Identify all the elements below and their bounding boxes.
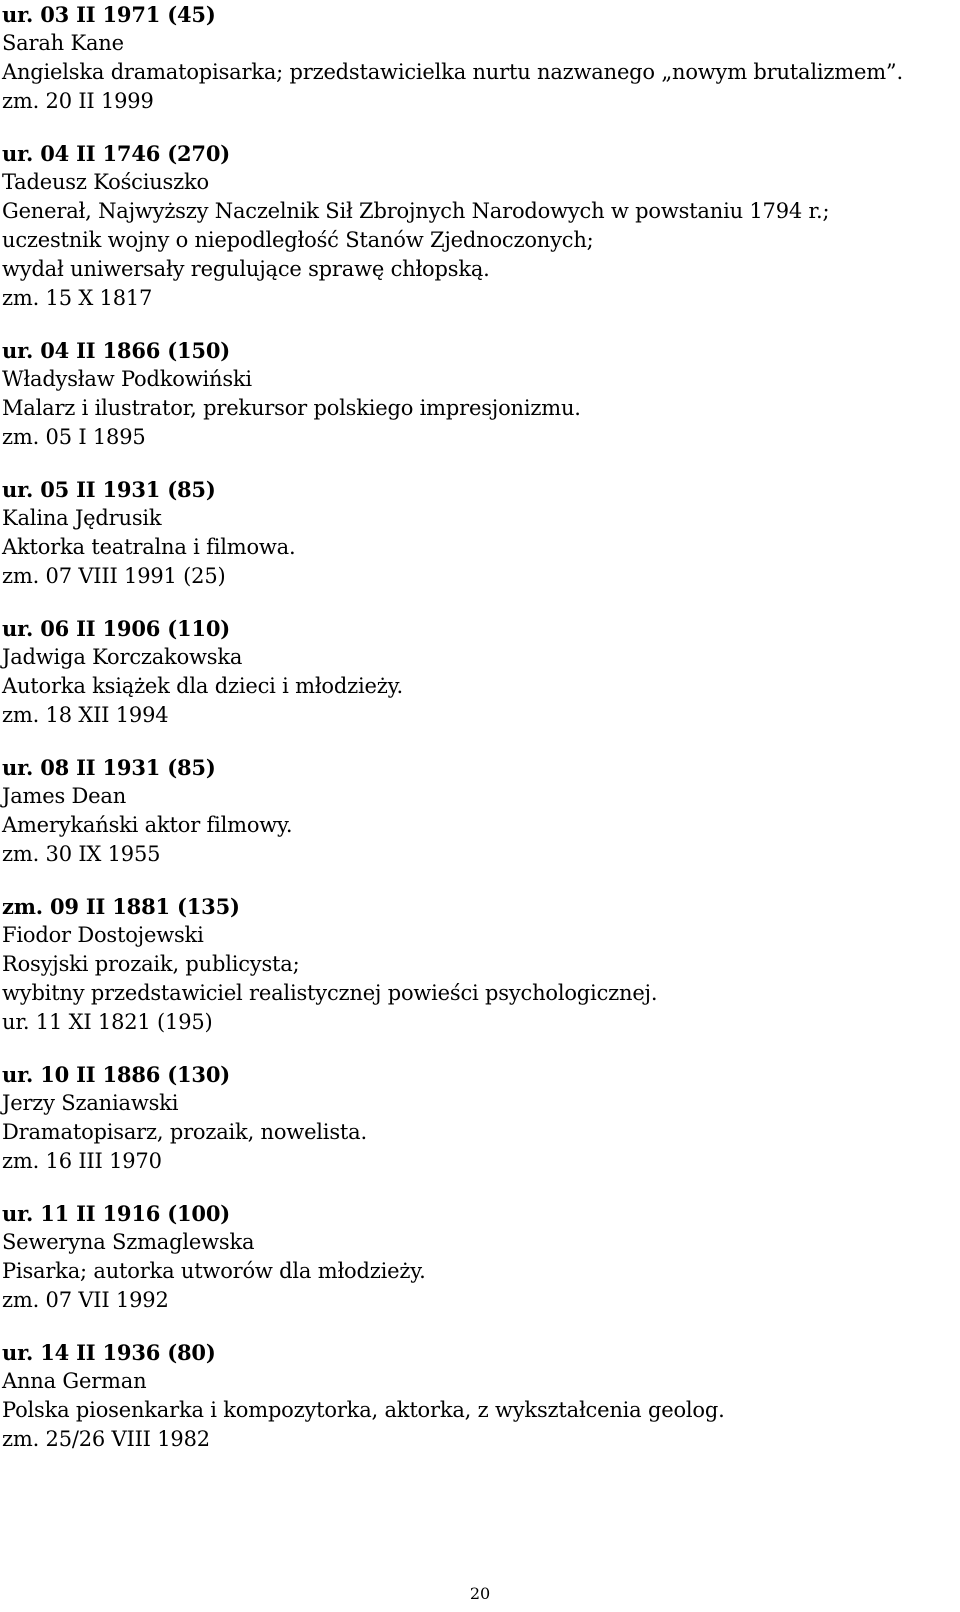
entry-person-name: Sarah Kane [2,31,124,55]
entry-person-name: James Dean [2,784,127,808]
entry-date-heading: ur. 08 II 1931 (85) [2,755,216,780]
entry-description: Generał, Najwyższy Naczelnik Sił Zbrojnych Narodowych w powstaniu 1794 r.; [2,199,830,223]
entry-date-heading: ur. 10 II 1886 (130) [2,1062,230,1087]
anniversary-entry [2,475,952,591]
entry-other-date: zm. 07 VII 1992 [2,1288,169,1312]
anniversary-entry [2,753,952,869]
entry-other-date: zm. 05 I 1895 [2,425,146,449]
entry-date-heading: ur. 06 II 1906 (110) [2,616,230,641]
anniversary-entry [2,614,952,730]
page-number: 20 [469,1584,491,1603]
entry-description: Rosyjski prozaik, publicysta; [2,952,300,976]
anniversary-entry [2,139,952,313]
anniversary-entry [2,1199,952,1315]
anniversary-entry [2,336,952,452]
entry-description: uczestnik wojny o niepodległość Stanów Zjednoczonych; [2,228,594,252]
entry-description: Pisarka; autorka utworów dla młodzieży. [2,1259,426,1283]
entry-description: Angielska dramatopisarka; przedstawicielka nurtu nazwanego „nowym brutalizmem”. [2,60,903,84]
entry-description: Amerykański aktor filmowy. [2,813,293,837]
entry-other-date: zm. 20 II 1999 [2,89,154,113]
entry-date-heading: ur. 14 II 1936 (80) [2,1340,216,1365]
entry-other-date: zm. 15 X 1817 [2,286,153,310]
entry-person-name: Władysław Podkowiński [2,367,252,391]
entry-description: Malarz i ilustrator, prekursor polskiego impresjonizmu. [2,396,581,420]
entry-person-name: Kalina Jędrusik [2,506,162,530]
entry-other-date: zm. 07 VIII 1991 (25) [2,564,226,588]
entry-date-heading: ur. 04 II 1746 (270) [2,141,230,166]
entry-other-date: zm. 25/26 VIII 1982 [2,1427,210,1451]
entry-description: Dramatopisarz, prozaik, nowelista. [2,1120,367,1144]
entry-person-name: Jadwiga Korczakowska [2,645,243,669]
entry-date-heading: ur. 11 II 1916 (100) [2,1201,230,1226]
document-page [2,0,952,1477]
entry-person-name: Tadeusz Kościuszko [2,170,209,194]
entry-date-heading: ur. 04 II 1866 (150) [2,338,230,363]
anniversary-entry [2,892,952,1037]
anniversary-entry [2,0,952,116]
entry-other-date: zm. 30 IX 1955 [2,842,161,866]
entry-person-name: Fiodor Dostojewski [2,923,204,947]
anniversary-entry [2,1338,952,1454]
entry-other-date: ur. 11 XI 1821 (195) [2,1010,213,1034]
entry-person-name: Jerzy Szaniawski [2,1091,179,1115]
entry-date-heading: ur. 05 II 1931 (85) [2,477,216,502]
entry-description: Polska piosenkarka i kompozytorka, aktorka, z wykształcenia geolog. [2,1398,725,1422]
entry-other-date: zm. 16 III 1970 [2,1149,162,1173]
entry-date-heading: zm. 09 II 1881 (135) [2,894,240,919]
entries-list [2,0,952,1454]
entry-description: Aktorka teatralna i filmowa. [2,535,296,559]
entry-other-date: zm. 18 XII 1994 [2,703,169,727]
entry-date-heading: ur. 03 II 1971 (45) [2,2,216,27]
entry-person-name: Anna German [2,1369,147,1393]
entry-description: wybitny przedstawiciel realistycznej powieści psychologicznej. [2,981,658,1005]
entry-description: Autorka książek dla dzieci i młodzieży. [2,674,403,698]
entry-person-name: Seweryna Szmaglewska [2,1230,255,1254]
anniversary-entry [2,1060,952,1176]
entry-description: wydał uniwersały regulujące sprawę chłopską. [2,257,490,281]
